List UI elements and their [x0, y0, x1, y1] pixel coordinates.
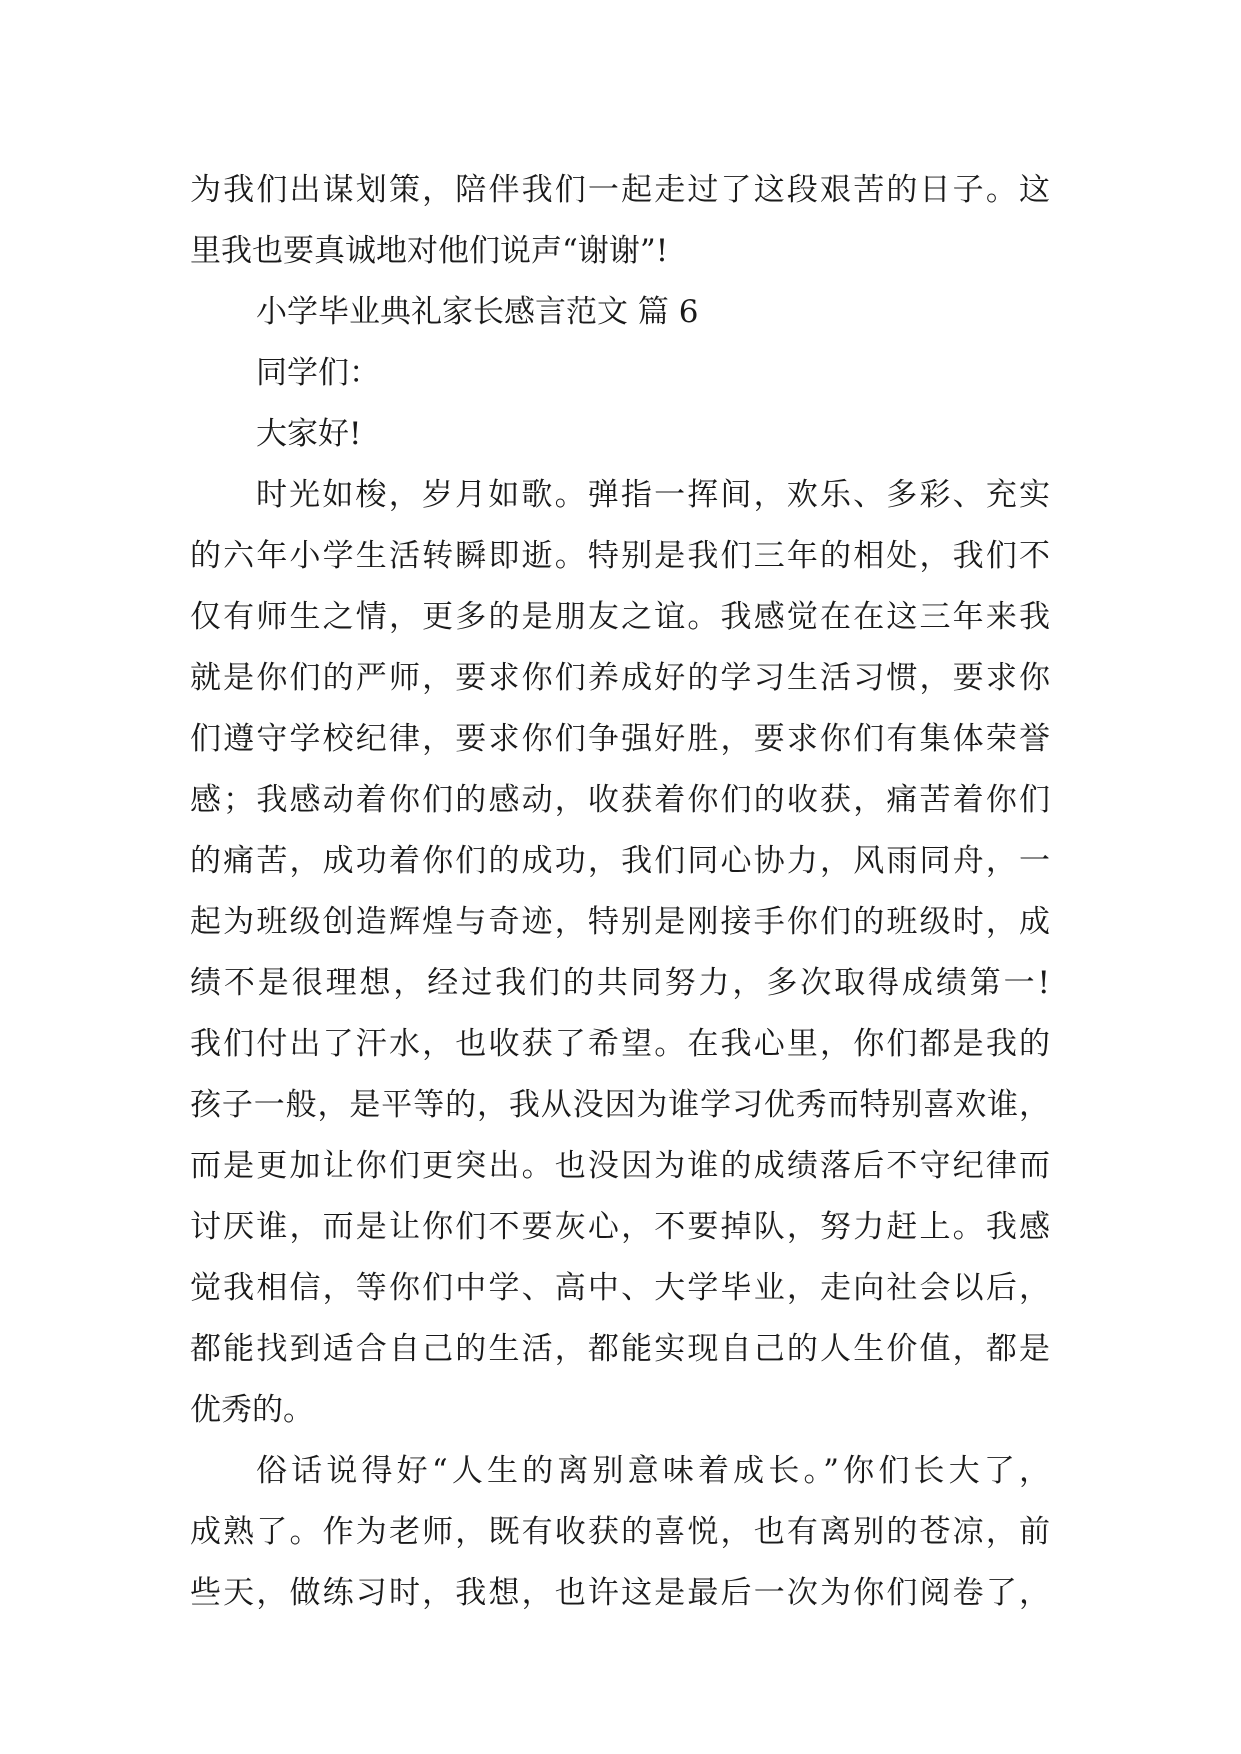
text-line: 感；我感动着你们的感动，收获着你们的收获，痛苦着你们 — [190, 782, 1050, 818]
section-heading: 小学毕业典礼家长感言范文 篇 6 — [256, 294, 699, 330]
text-line: 优秀的。 — [190, 1392, 314, 1428]
text-line: 的痛苦，成功着你们的成功，我们同心协力，风雨同舟，一 — [190, 843, 1050, 879]
text-line: 里我也要真诚地对他们说声“谢谢”! — [190, 233, 669, 269]
text-line: 我们付出了汗水，也收获了希望。在我心里，你们都是我的 — [190, 1026, 1050, 1062]
text-line: 就是你们的严师，要求你们养成好的学习生活习惯，要求你 — [190, 660, 1050, 696]
text-line: 些天，做练习时，我想，也许这是最后一次为你们阅卷了， — [190, 1575, 1050, 1611]
text-line: 为我们出谋划策，陪伴我们一起走过了这段艰苦的日子。这 — [190, 172, 1050, 208]
text-line: 仅有师生之情，更多的是朋友之谊。我感觉在在这三年来我 — [190, 599, 1050, 635]
text-line: 觉我相信，等你们中学、高中、大学毕业，走向社会以后， — [190, 1270, 1050, 1306]
text-line: 孩子一般，是平等的，我从没因为谁学习优秀而特别喜欢谁， — [190, 1087, 1050, 1123]
text-line: 的六年小学生活转瞬即逝。特别是我们三年的相处，我们不 — [190, 538, 1050, 574]
salutation: 同学们： — [256, 355, 380, 391]
text-line: 们遵守学校纪律，要求你们争强好胜，要求你们有集体荣誉 — [190, 721, 1050, 757]
text-line: 成熟了。作为老师，既有收获的喜悦，也有离别的苍凉，前 — [190, 1514, 1050, 1550]
text-line: 都能找到适合自己的生活，都能实现自己的人生价值，都是 — [190, 1331, 1050, 1367]
text-line: 而是更加让你们更突出。也没因为谁的成绩落后不守纪律而 — [190, 1148, 1050, 1184]
text-line: 讨厌谁，而是让你们不要灰心，不要掉队，努力赶上。我感 — [190, 1209, 1050, 1245]
paragraph-start: 时光如梭，岁月如歌。弹指一挥间，欢乐、多彩、充实 — [256, 477, 1050, 513]
greeting: 大家好! — [256, 416, 362, 452]
paragraph-start: 俗话说得好“人生的离别意味着成长。”你们长大了， — [256, 1453, 1050, 1489]
text-line: 绩不是很理想，经过我们的共同努力，多次取得成绩第一! — [190, 965, 1050, 1001]
document-body — [190, 160, 1050, 1624]
text-line: 起为班级创造辉煌与奇迹，特别是刚接手你们的班级时，成 — [190, 904, 1050, 940]
